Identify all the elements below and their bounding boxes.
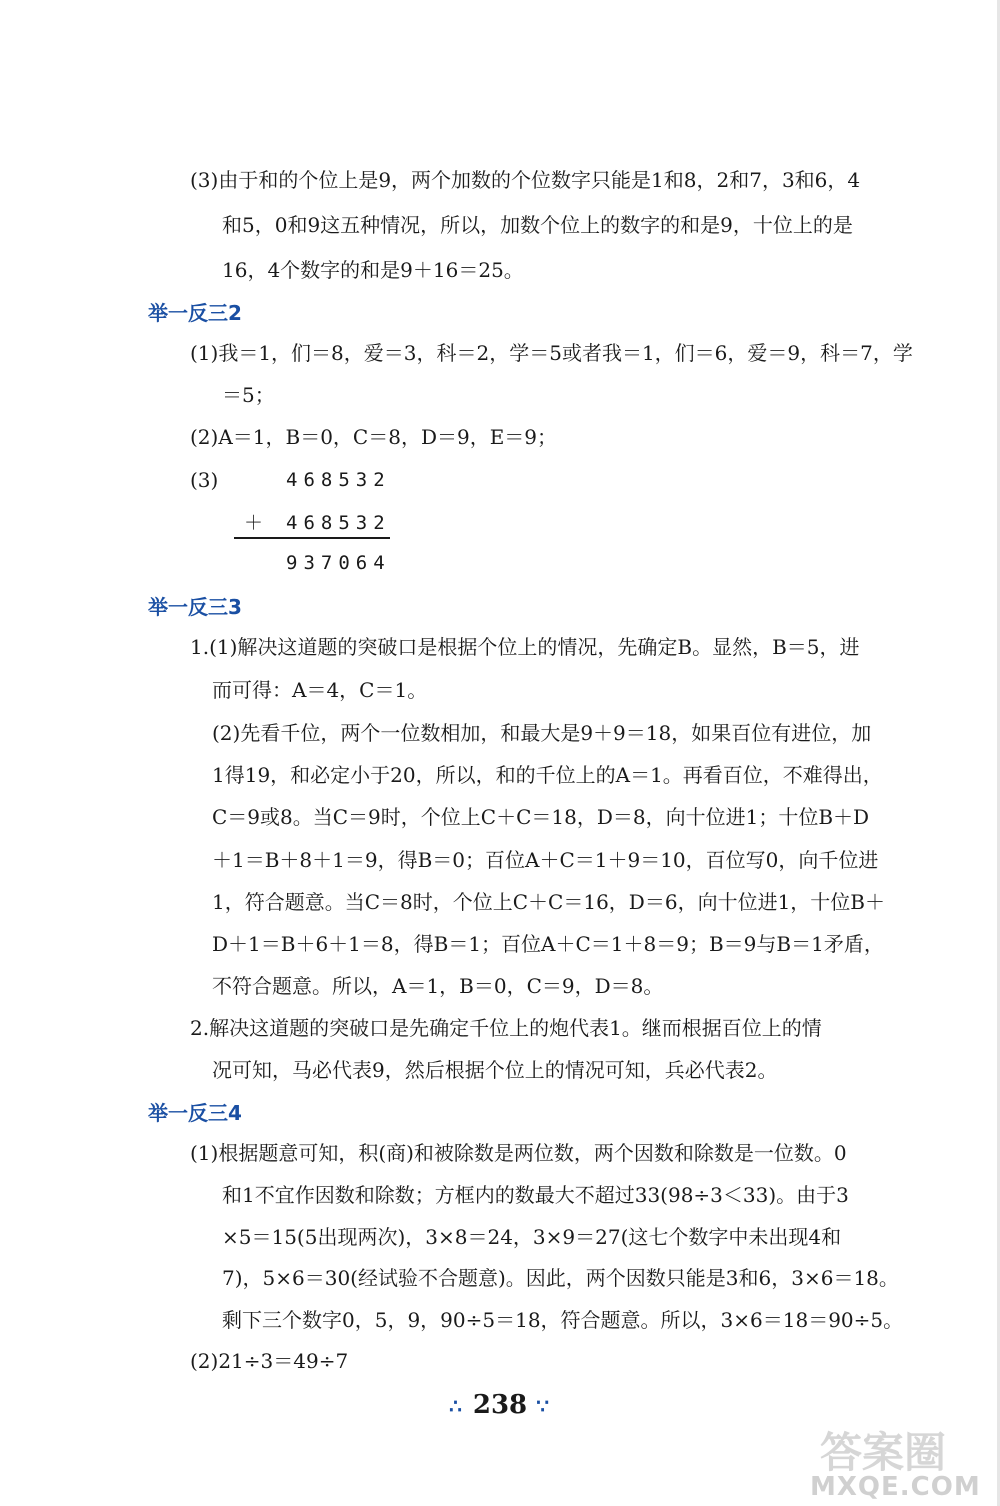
s4-line-4: 7)，5×6＝30(经试验不合题意)。因此，两个因数只能是3和6，3×6＝18。 [222,1266,899,1290]
watermark-logo [790,1420,1000,1506]
dots-right-icon: ∵ [536,1394,551,1418]
s3-line-2: 而可得：A＝4，C＝1。 [212,678,428,702]
watermark-cn: 答案圈 [820,1428,947,1477]
heading-3: 举一反三3 [148,595,242,619]
s4-line-5: 剩下三个数字0，5，9，90÷5＝18，符合题意。所以，3×6＝18＝90÷5。 [222,1308,904,1332]
watermark-en: MXQE.COM [810,1472,981,1502]
s1-line-3: 16，4个数字的和是9＋16＝25。 [222,258,524,282]
calc-sum: 937064 [286,552,391,574]
s3-line-6: ＋1＝B＋8＋1＝9，得B＝0；百位A＋C＝1＋9＝10，百位写0，向千位进 [212,848,879,872]
heading-4: 举一反三4 [148,1101,242,1125]
s2-line-2: ＝5； [222,383,275,407]
s1-line-1: (3)由于和的个位上是9，两个加数的个位数字只能是1和8，2和7，3和6，4 [190,168,861,192]
s2-line-1: (1)我＝1，们＝8，爱＝3，科＝2，学＝5或者我＝1，们＝6，爱＝9，科＝7，学 [190,341,913,365]
s3-line-5: C＝9或8。当C＝9时，个位上C＋C＝18，D＝8，向十位进1；十位B＋D [212,805,870,829]
s3-line-7: 1，符合题意。当C＝8时，个位上C＋C＝16，D＝6，向十位进1，十位B＋ [212,890,885,914]
calc-sum-rule [234,537,390,539]
s4-line-2: 和1不宜作因数和除数；方框内的数最大不超过33(98÷3＜33)。由于3 [222,1183,849,1207]
s2-line-3: (2)A＝1，B＝0，C＝8，D＝9，E＝9； [190,425,558,449]
s3-line-10: 2.解决这道题的突破口是先确定千位上的炮代表1。继而根据百位上的情 [190,1016,822,1040]
s3-line-9: 不符合题意。所以，A＝1，B＝0，C＝9，D＝8。 [212,974,664,998]
s3-line-1: 1.(1)解决这道题的突破口是根据个位上的情况，先确定B。显然，B＝5，进 [190,635,860,659]
heading-2: 举一反三2 [148,301,242,325]
s3-line-3: (2)先看千位，两个一位数相加，和最大是9＋9＝18，如果百位有进位，加 [212,721,872,745]
dots-left-icon: ∴ [449,1394,464,1418]
page-number-footer [0,1390,1000,1420]
s3-line-8: D＋1＝B＋6＋1＝8，得B＝1；百位A＋C＝1＋8＝9；B＝9与B＝1矛盾， [212,932,884,956]
calc-plus-sign: ＋ [244,512,264,534]
s1-line-2: 和5，0和9这五种情况，所以，加数个位上的数字的和是9，十位上的是 [222,213,853,237]
page-number: 238 [472,1390,528,1420]
calc-label: (3) [190,468,219,492]
s4-line-3: ×5＝15(5出现两次)，3×8＝24，3×9＝27(这七个数字中未出现4和 [222,1225,842,1249]
s3-line-11: 况可知，马必代表9，然后根据个位上的情况可知，兵必代表2。 [212,1058,778,1082]
calc-addend-2: 468532 [286,512,391,534]
s4-line-1: (1)根据题意可知，积(商)和被除数是两位数，两个因数和除数是一位数。0 [190,1141,847,1165]
s3-line-4: 1得19，和必定小于20，所以，和的千位上的A＝1。再看百位，不难得出， [212,763,883,787]
s4-line-6: (2)21÷3＝49÷7 [190,1349,349,1373]
calc-addend-1: 468532 [286,469,391,491]
